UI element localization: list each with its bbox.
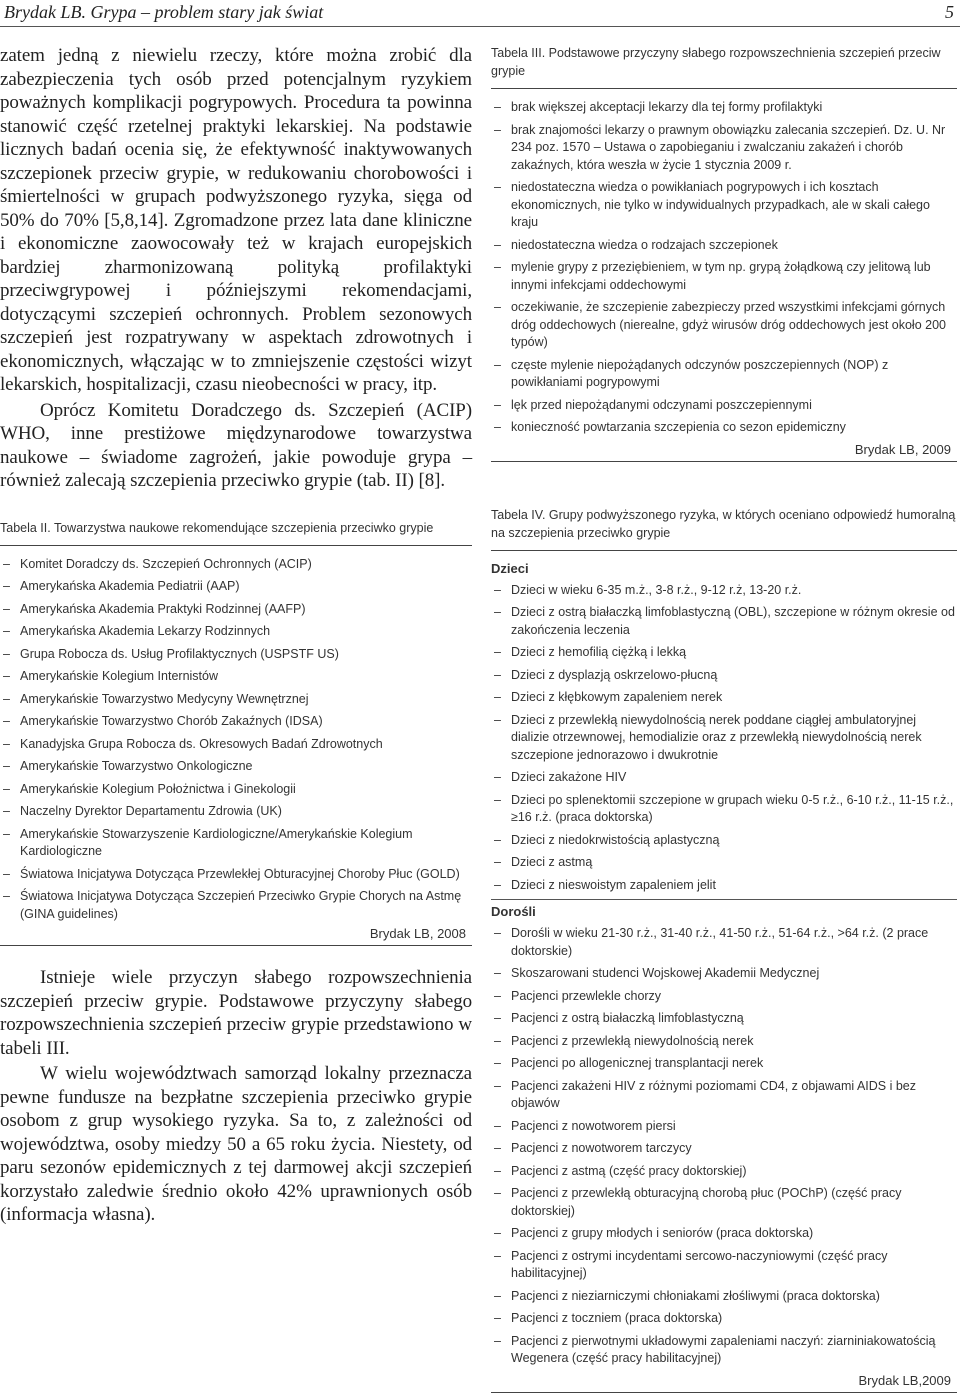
table-4-child-group: – Dzieci z nieswoistym zapaleniem jelit xyxy=(491,877,957,895)
table-4-source: Brydak LB,2009 xyxy=(858,1372,951,1388)
table-3-caption: Tabela III. Podstawowe przyczyny słabego rozpowszechnienia szczepień przeciw grypie xyxy=(491,46,941,78)
body-paragraph-1: zatem jedną z niewielu rzeczy, które można zrobić dla zabezpieczenia tych osób przed potencjalnym ryzykiem poważnych komplikacji pogrypowych. Procedura ta powinna stanowić część rzetelnej praktyki lekarskiej. Na podstawie licznych badań ocenia się, że efektywność inaktywowanych szczepionek przeciw grypie, w redukowaniu chorobowości i śmiertelności w grupach podwyższonego ryzyka, sięga od 50% do 70% [5,8,14]. Zgromadzone przez lata dane kliniczne i ekonomiczne zaowocowały też w krajach europejskich bardziej zharmonizowaną polityką profilaktyki przeciwgrypowej i późniejszymi rekomendacjami, dotyczącymi szczepień ochronnych. Problem sezonowych szczepień jest rozpatrywany w aspektach zdrowotnych i ekonomicznych, włączając w to zmniejszenie częstości wizyt lekarskich, hospitalizacji, czasu nieobecności w pracy, itp. xyxy=(0,45,472,395)
table-4-child-group: – Dzieci po splenektomii szczepione w grupach wieku 0-5 r.ż., 6-10 r.ż., 11-15 r.ż., ≥16 r.ż. (praca doktorska) xyxy=(491,792,957,827)
table-2-item: – Amerykańskie Stowarzyszenie Kardiologiczne/Amerykańskie Kolegium Kardiologiczne xyxy=(0,826,472,861)
table-3-source: Brydak LB, 2009 xyxy=(854,441,951,457)
table-4-adult-group: – Pacjenci z ostrą białaczką limfoblastyczną xyxy=(491,1010,957,1028)
body-paragraph-2: Oprócz Komitetu Doradczego ds. Szczepień (ACIP) WHO, inne prestiżowe międzynarodowe towarzystwa naukowe – świadome zagrożeń, jakie powoduje grypa – również zalecają szczepienia przeciwko grypie (tab. II) [8]. xyxy=(0,399,472,491)
table-3-item: – niedostateczna wiedza o rodzajach szczepionek xyxy=(491,237,957,255)
table-4-children-list xyxy=(491,582,957,895)
table-4-adult-group: – Pacjenci z pierwotnymi układowymi zapaleniami naczyń: ziarniniakowatością Wegenera (część pracy habilitacyjnej) xyxy=(491,1333,957,1368)
running-title: Brydak LB. Grypa – problem stary jak świat xyxy=(4,2,324,22)
table-3-item: – mylenie grypy z przeziębieniem, w tym np. grypą żołądkową czy jelitową lub innymi infekcjami oddechowymi xyxy=(491,259,957,294)
table-4-child-group: – Dzieci z dysplazją oskrzelowo-płucną xyxy=(491,667,957,685)
table-4-adults-heading: Dorośli xyxy=(491,904,536,919)
table-4-adult-group: – Pacjenci przewlekle chorzy xyxy=(491,988,957,1006)
table-3-item: – brak znajomości lekarzy o prawnym obowiązku zalecania szczepień. Dz. U. Nr 234 poz. 1570 – Ustawa o zapobieganiu i zwalczaniu zakażeń i chorób zakaźnych, która weszła w życie 1 stycznia 2009 r. xyxy=(491,122,957,175)
table-3-top-rule xyxy=(491,88,957,89)
left-column xyxy=(0,44,472,1227)
table-4-adult-group: – Pacjenci z toczniem (praca doktorska) xyxy=(491,1310,957,1328)
table-4-adult-group: – Dorośli w wieku 21-30 r.ż., 31-40 r.ż., 41-50 r.ż., 51-64 r.ż., >64 r.ż. (2 prace doktorskie) xyxy=(491,925,957,960)
table-4-adult-group: – Pacjenci zakażeni HIV z różnymi poziomami CD4, z objawami AIDS i bez objawów xyxy=(491,1078,957,1113)
table-4-child-group: – Dzieci z przewlekłą niewydolnością nerek poddane ciągłej ambulatoryjnej dializie otrzewnowej, hemodializie oraz z przewlekłą niewydolnością nerek szczepione jednorazowo i dwukrotnie xyxy=(491,712,957,765)
table-2-item: – Amerykańskie Towarzystwo Chorób Zakaźnych (IDSA) xyxy=(0,713,472,731)
page-number: 5 xyxy=(945,2,954,22)
table-4-adult-group: – Pacjenci z grupy młodych i seniorów (praca doktorska) xyxy=(491,1225,957,1243)
table-4-top-rule xyxy=(491,550,957,551)
table-4-adult-group: – Pacjenci z przewlekłą obturacyjną chorobą płuc (POChP) (część pracy doktorskiej) xyxy=(491,1185,957,1220)
table-4-children-heading: Dzieci xyxy=(491,560,529,576)
table-2-source: Brydak LB, 2008 xyxy=(369,926,466,941)
right-column xyxy=(491,44,957,1393)
table-2 xyxy=(0,519,472,947)
table-2-item: – Amerykańska Akademia Praktyki Rodzinnej (AAFP) xyxy=(0,601,472,619)
table-2-item: – Amerykańskie Kolegium Internistów xyxy=(0,668,472,686)
table-3 xyxy=(491,44,957,462)
table-2-item: – Amerykańskie Towarzystwo Medycyny Wewnętrznej xyxy=(0,691,472,709)
table-2-item: – Amerykańska Akademia Pediatrii (AAP) xyxy=(0,578,472,596)
table-3-item: – niedostateczna wiedza o powikłaniach pogrypowych i ich kosztach ekonomicznych, nie tylko w indywidualnych przypadkach, ale w skali całego kraju xyxy=(491,179,957,232)
table-3-item: – lęk przed niepożądanymi odczynami poszczepiennymi xyxy=(491,397,957,415)
table-4-child-group: – Dzieci z kłębkowym zapaleniem nerek xyxy=(491,689,957,707)
table-2-item: – Amerykańska Akademia Lekarzy Rodzinnych xyxy=(0,623,472,641)
table-4-child-group: – Dzieci zakażone HIV xyxy=(491,769,957,787)
table-4-adult-group: – Pacjenci z nowotworem piersi xyxy=(491,1118,957,1136)
table-4-adult-group: – Pacjenci z nowotworem tarczycy xyxy=(491,1140,957,1158)
table-2-item: – Amerykańskie Towarzystwo Onkologiczne xyxy=(0,758,472,776)
table-3-item: – konieczność powtarzania szczepienia co sezon epidemiczny xyxy=(491,419,957,437)
table-4-adult-group: – Pacjenci z przewlekłą niewydolnością nerek xyxy=(491,1033,957,1051)
table-2-item: – Grupa Robocza ds. Usług Profilaktycznych (USPSTF US) xyxy=(0,646,472,664)
table-4-child-group: – Dzieci z niedokrwistością aplastyczną xyxy=(491,832,957,850)
table-2-item: – Kanadyjska Grupa Robocza ds. Okresowych Badań Zdrowotnych xyxy=(0,736,472,754)
table-3-item: – oczekiwanie, że szczepienie zabezpieczy przed wszystkimi infekcjami górnych dróg oddechowych (nierealne, gdyż wirusów dróg oddechowych jest około 200 typów) xyxy=(491,299,957,352)
table-4-adult-group: – Skoszarowani studenci Wojskowej Akademii Medycznej xyxy=(491,965,957,983)
header-rule xyxy=(0,26,960,27)
table-4-section-rule xyxy=(491,899,957,900)
table-4 xyxy=(491,506,957,1393)
table-4-caption: Tabela IV. Grupy podwyższonego ryzyka, w których oceniano odpowiedź humoralną na szczepienia przeciwko grypie xyxy=(491,507,956,540)
table-2-item: – Światowa Inicjatywa Dotycząca Szczepień Przeciwko Grypie Chorych na Astmę (GINA guidelines) xyxy=(0,888,472,923)
table-4-bottom-rule xyxy=(491,1392,957,1393)
table-2-item: – Światowa Inicjatywa Dotycząca Przewlekłej Obturacyjnej Choroby Płuc (GOLD) xyxy=(0,866,472,884)
table-4-adult-group: – Pacjenci z ostrymi incydentami sercowo-naczyniowymi (część pracy habilitacyjnej) xyxy=(491,1248,957,1283)
table-2-caption: Tabela II. Towarzystwa naukowe rekomendujące szczepienia przeciwko grypie xyxy=(0,520,434,535)
running-header xyxy=(0,0,960,26)
table-3-bottom-rule xyxy=(491,461,957,462)
table-2-top-rule xyxy=(0,545,472,546)
table-4-adults-list xyxy=(491,925,957,1368)
body-paragraph-4: W wielu województwach samorząd lokalny przeznacza pewne fundusze na bezpłatne szczepienia przeciwko grypie osobom z grup wysokiego ryzyka. Sa to, z zależności od województwa, osoby miedzy 50 a 65 roku życia. Niestety, od paru sezonów epidemicznych z tej darmowej akcji szczepień korzystało zaledwie średnio około 42% uprawnionych osób (informacja własna). xyxy=(0,1063,472,1225)
table-3-item: – częste mylenie niepożądanych odczynów poszczepiennych (NOP) z powikłaniami pogrypowymi xyxy=(491,357,957,392)
table-2-bottom-rule xyxy=(0,945,472,946)
table-2-item: – Komitet Doradczy ds. Szczepień Ochronnych (ACIP) xyxy=(0,556,472,574)
table-4-adult-group: – Pacjenci po allogenicznej transplantacji nerek xyxy=(491,1055,957,1073)
table-4-child-group: – Dzieci z astmą xyxy=(491,854,957,872)
table-4-child-group: – Dzieci z hemofilią ciężką i lekką xyxy=(491,644,957,662)
table-2-list xyxy=(0,556,472,924)
table-2-item: – Naczelny Dyrektor Departamentu Zdrowia (UK) xyxy=(0,803,472,821)
table-3-list xyxy=(491,99,957,437)
table-4-child-group: – Dzieci w wieku 6-35 m.ż., 3-8 r.ż., 9-12 r.ż, 13-20 r.ż. xyxy=(491,582,957,600)
table-4-adult-group: – Pacjenci z nieziarniczymi chłoniakami złośliwymi (praca doktorska) xyxy=(491,1288,957,1306)
body-paragraph-3: Istnieje wiele przyczyn słabego rozpowszechnienia szczepień przeciw grypie. Podstawowe przyczyny słabego rozpowszechnienia szczepień przeciw grypie przedstawiono w tabeli III. xyxy=(0,967,472,1059)
table-3-item: – brak większej akceptacji lekarzy dla tej formy profilaktyki xyxy=(491,99,957,117)
table-4-child-group: – Dzieci z ostrą białaczką limfoblastyczną (OBL), szczepione w różnym okresie od zakończenia leczenia xyxy=(491,604,957,639)
table-4-adult-group: – Pacjenci z astmą (część pracy doktorskiej) xyxy=(491,1163,957,1181)
table-2-item: – Amerykańskie Kolegium Położnictwa i Ginekologii xyxy=(0,781,472,799)
